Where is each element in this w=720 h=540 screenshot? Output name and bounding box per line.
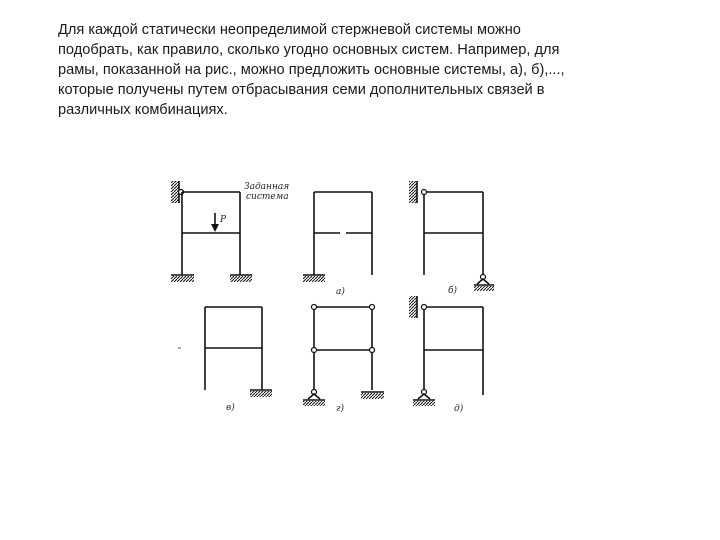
wall-support [171, 181, 179, 203]
paragraph-line: рамы, показанной на рис., можно предложить основные системы, а), б),..., [58, 62, 565, 78]
given-system-frame [171, 181, 289, 282]
fixed-support [250, 391, 272, 397]
given-label: Заданная [244, 182, 290, 192]
system-e-frame [409, 296, 483, 414]
pin-support [303, 401, 325, 406]
caption-c: в) [226, 403, 235, 413]
fixed-support [361, 393, 384, 399]
caption-d: г) [336, 404, 345, 414]
paragraph-line: Для каждой статически неопределимой стержневой системы можно [58, 22, 521, 38]
paragraph-line: которые получены путем отбрасывания семи дополнительных связей в [58, 82, 545, 98]
system-b-frame [409, 181, 494, 296]
system-d-frame [303, 305, 384, 415]
caption-b: б) [448, 286, 458, 296]
pin-support [413, 401, 435, 406]
caption-a: а) [336, 287, 345, 297]
wall-support [409, 181, 417, 203]
given-label: система [246, 192, 289, 202]
paragraph-line: подобрать, как правило, сколько угодно основных систем. Например, для [58, 42, 560, 58]
fixed-support [230, 276, 252, 282]
system-c-frame [205, 307, 272, 413]
system-a-frame [303, 192, 372, 297]
load-label: P [220, 215, 227, 225]
caption-e: д) [454, 404, 464, 414]
pin-support [474, 286, 494, 291]
wall-support [409, 296, 417, 318]
fixed-support [171, 276, 194, 282]
paragraph-line: различных комбинациях. [58, 102, 228, 118]
fixed-support [303, 276, 325, 282]
